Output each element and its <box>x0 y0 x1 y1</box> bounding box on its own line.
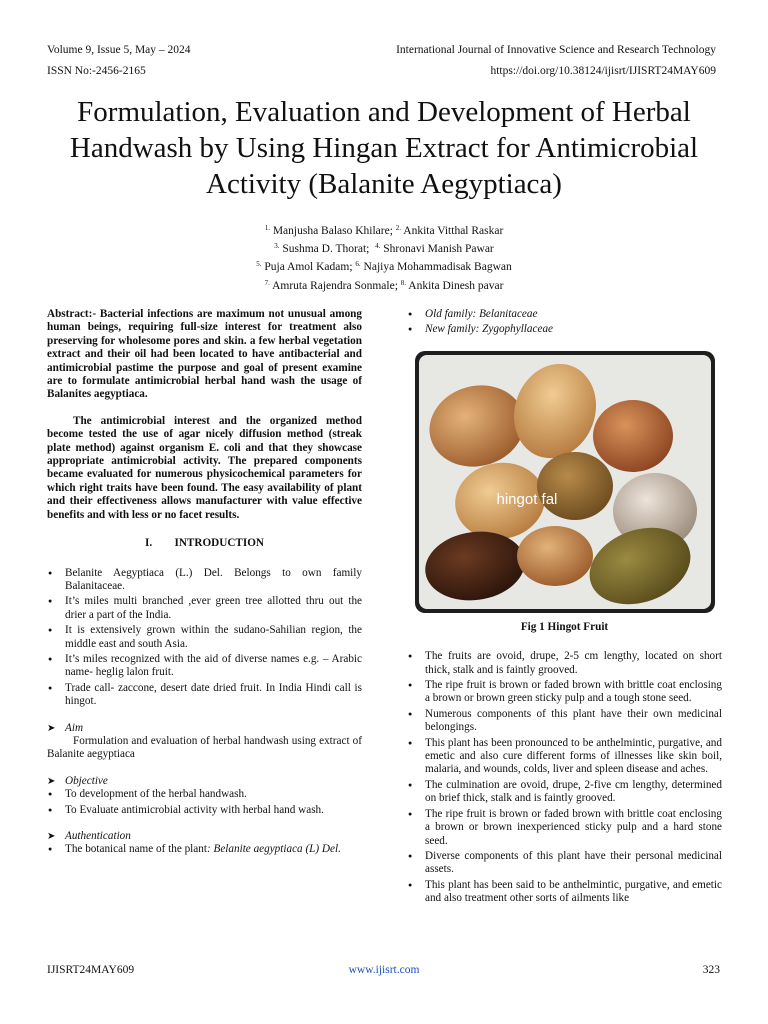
hingot-fruit-photo <box>415 351 715 613</box>
botanical-name: : Belanite aegyptiaca (L) Del. <box>206 843 341 856</box>
list-item: ● The botanical name of the plant: Belanite aegyptiaca (L) Del. <box>47 843 362 856</box>
author-5: Puja Amol Kadam; <box>264 261 353 274</box>
list-item: ● The fruits are ovoid, drupe, 2-5 cm lengthy, located on short thick, stalk and is faintly grooved. <box>407 650 722 677</box>
author-7: Amruta Rajendra Sonmale; <box>272 279 398 292</box>
list-item: ● Belanite Aegyptiaca (L.) Del. Belongs to own family Balanitaceae. <box>47 567 362 594</box>
list-item: ● It’s miles multi branched ,ever green tree allotted thru out the drier a part of the India. <box>47 595 362 622</box>
list-item: ● It’s miles recognized with the aid of diverse names e.g. – Arabic name- heglig lalon fruit. <box>47 653 362 680</box>
list-item: ● To Evaluate antimicrobial activity with herbal hand wash. <box>47 804 362 817</box>
right-column <box>407 308 722 908</box>
authentication-list <box>47 843 362 856</box>
author-8: Ankita Dinesh pavar <box>408 279 504 292</box>
section-number: I. <box>144 537 153 550</box>
list-item: ● Diverse components of this plant have their personal medicinal assets. <box>407 850 722 877</box>
aim-heading: ➤ Aim <box>47 721 84 734</box>
arrow-bullet-icon: ➤ <box>47 722 56 734</box>
list-item: ● New family: Zygophyllaceae <box>407 323 722 336</box>
author-3: Sushma D. Thorat; <box>282 243 370 256</box>
section-title: INTRODUCTION <box>174 537 265 550</box>
footer-paper-id: IJISRT24MAY609 <box>47 964 135 976</box>
list-item: ● Trade call- zaccone, desert date dried fruit. In India Hindi call is hingot. <box>47 682 362 709</box>
header-issn: ISSN No:-2456-2165 <box>47 65 146 77</box>
figure-caption: Fig 1 Hingot Fruit <box>520 620 609 633</box>
list-item: ● The ripe fruit is brown or faded brown with brittle coat enclosing a brown or brown inexperienced sticky pulp and a hard stone seed. <box>407 808 722 848</box>
section-heading-introduction <box>47 537 362 550</box>
header-journal: International Journal of Innovative Science and Research Technology <box>396 44 716 56</box>
author-list: $^{1.}$ Manjusha Balaso Khilare; $^{2.}$ Ankita Vitthal Raskar $^{3.}$ Sushma D. Thorat; $^{4.}$ Shronavi Manish Pawar $^{5.}$ Puja Amol Kadam; $^{6.}$ Najiya Mohammadisak Bagwan $^{7.}$ Amruta Rajendra Sonmale; $^{8.}$ Ankita Dinesh pavar <box>256 224 512 292</box>
arrow-bullet-icon: ➤ <box>47 831 56 842</box>
list-item: ● The culmination are ovoid, drupe, 2-five cm lengthy, determined on brief thick, stalk and is faintly grooved. <box>407 779 722 806</box>
fruit-bullet-list <box>407 650 722 905</box>
list-item: ● This plant has been said to be anthelmintic, purgative, and emetic and also treatment other sorts of ailments like <box>407 879 722 906</box>
list-item: ● To development of the herbal handwash. <box>47 788 362 801</box>
list-item: ● The ripe fruit is brown or faded brown with brittle coat enclosing a brown or brown green sticky pulp and a tough stone seed. <box>407 679 722 706</box>
abstract-paragraph-1: Abstract:- Bacterial infections are maximum not unusual among human beings, requiring full-size interest for treatment also preserving for wholesome pores and skin. a few herbal vegetation extract and their oil had been located to have antibacterial and antimicrobial pastime the purpose and goal of present examine are to formulate antimicrobial herbal hand wash the usage of Balanites aegyptiaca. <box>47 308 362 401</box>
author-2: Ankita Vitthal Raskar <box>403 225 504 237</box>
header-doi[interactable]: https://doi.org/10.38124/ijisrt/IJISRT24MAY609 <box>490 65 716 77</box>
list-item: ● It is extensively grown within the sudano-Sahilian region, the middle east and south Asia. <box>47 624 362 651</box>
left-column <box>47 308 362 859</box>
arrow-bullet-icon: ➤ <box>47 775 56 787</box>
abstract-paragraph-2: The antimicrobial interest and the organized method become tested the use of agar nicely diffusion method (streak plate method) against organism E. coli and that they showcase appropriate antimicrobial activity. The prepared components became evaluated for numerous physicochemical parameters for which right traits have been found. The easy availability of plant and their effectiveness allows manufacturer with value effective benefits and with less or no facet results. <box>47 414 362 521</box>
photo-label: hingot fal <box>496 490 558 508</box>
intro-bullet-list <box>47 567 362 709</box>
list-item: ● Old family: Belanitaceae <box>407 308 722 321</box>
footer-page-number: 323 <box>702 964 720 976</box>
author-1: Manjusha Balaso Khilare; <box>272 225 393 237</box>
paper-title: Formulation, Evaluation and Development of Herbal Handwash by Using Hingan Extract for Antimicrobial Activity (Balanite Aegyptiaca) <box>69 96 699 200</box>
author-6: Najiya Mohammadisak Bagwan <box>363 261 512 274</box>
header-volume: Volume 9, Issue 5, May – 2024 <box>47 44 191 56</box>
author-4: Shronavi Manish Pawar <box>383 243 494 256</box>
aim-text: Formulation and evaluation of herbal handwash using extract of Balanite aegyptiaca <box>47 734 362 761</box>
list-item: ● This plant has been pronounced to be anthelmintic, purgative, and emetic and also cure different forms of illnesses like skin boil, malaria, and wounds, colds, liver and spleen disease and aches. <box>407 737 722 777</box>
objective-list <box>47 788 362 817</box>
authentication-heading: ➤ Authentication <box>47 830 131 842</box>
list-item: ● Numerous components of this plant have their own medicinal belongings. <box>407 708 722 735</box>
objective-heading: ➤ Objective <box>47 774 108 787</box>
fruit-illustration <box>415 351 715 613</box>
footer-website-link[interactable]: www.ijisrt.com <box>348 964 420 976</box>
family-list <box>407 308 722 337</box>
